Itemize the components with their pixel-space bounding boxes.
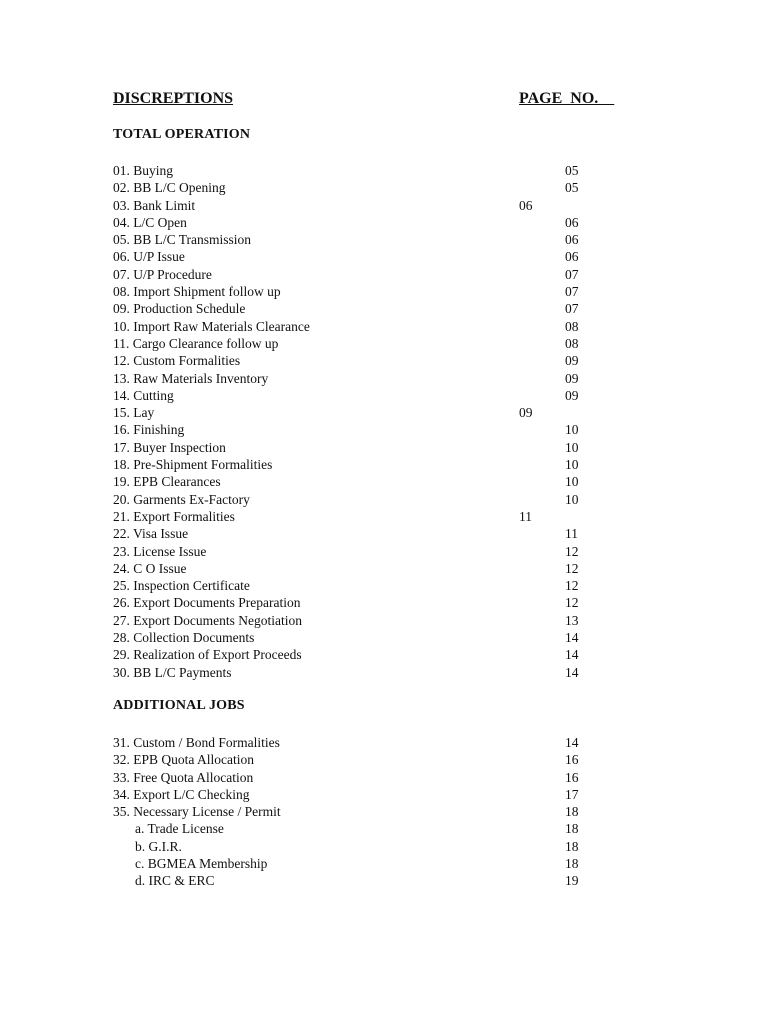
toc-item-label: 17. Buyer Inspection xyxy=(113,439,226,455)
toc-item-label: 07. U/P Procedure xyxy=(113,266,212,282)
toc-item-page: 14 xyxy=(565,664,579,680)
toc-row xyxy=(113,439,593,456)
toc-item-page: 06 xyxy=(565,214,579,230)
toc-item-page: 19 xyxy=(565,873,579,889)
toc-item-page: 12 xyxy=(565,560,579,576)
toc-item-page: 07 xyxy=(565,266,579,282)
toc-item-label: 18. Pre-Shipment Formalities xyxy=(113,457,273,473)
toc-item-label: 28. Collection Documents xyxy=(113,630,255,646)
toc-row xyxy=(113,162,593,179)
toc-row xyxy=(113,300,593,317)
toc-row xyxy=(113,197,593,214)
toc-sub-row xyxy=(113,838,593,855)
toc-item-page: 06 xyxy=(519,197,533,213)
toc-item-label: 33. Free Quota Allocation xyxy=(113,769,254,785)
toc-item-label: 34. Export L/C Checking xyxy=(113,786,250,802)
toc-row xyxy=(113,594,593,611)
toc-item-page: 14 xyxy=(565,630,579,646)
toc-item-label: 04. L/C Open xyxy=(113,214,187,230)
toc-item-label: 03. Bank Limit xyxy=(113,197,196,213)
toc-row xyxy=(113,525,593,542)
toc-item-page: 18 xyxy=(565,856,579,872)
toc-item-page: 05 xyxy=(565,180,579,196)
toc-item-page: 12 xyxy=(565,578,579,594)
toc-item-page: 10 xyxy=(565,474,579,490)
toc-item-label: 13. Raw Materials Inventory xyxy=(113,370,269,386)
toc-row xyxy=(113,352,593,369)
toc-item-label: 22. Visa Issue xyxy=(113,526,189,542)
toc-item-page: 14 xyxy=(565,735,579,750)
toc-item-page: 18 xyxy=(565,821,579,837)
toc-item-page: 10 xyxy=(565,491,579,507)
toc-item-label: 19. EPB Clearances xyxy=(113,474,221,490)
toc-row xyxy=(113,803,593,820)
toc-item-page: 10 xyxy=(565,422,579,438)
toc-item-page: 11 xyxy=(565,526,578,542)
toc-item-label: 29. Realization of Export Proceeds xyxy=(113,647,302,663)
toc-sub-row xyxy=(113,820,593,837)
toc-row xyxy=(113,543,593,560)
toc-item-page: 08 xyxy=(565,318,579,334)
toc-item-page: 09 xyxy=(519,405,533,421)
toc-item-page: 09 xyxy=(565,370,579,386)
toc-row xyxy=(113,231,593,248)
toc-item-label: 08. Import Shipment follow up xyxy=(113,284,281,300)
toc-item-page: 18 xyxy=(565,838,579,854)
toc-row xyxy=(113,646,593,663)
toc-row xyxy=(113,612,593,629)
toc-row xyxy=(113,370,593,387)
toc-item-label: 14. Cutting xyxy=(113,387,174,403)
toc-item-label: 12. Custom Formalities xyxy=(113,353,241,369)
toc-item-label: 01. Buying xyxy=(113,163,174,178)
toc-item-label: 09. Production Schedule xyxy=(113,301,246,317)
toc-row xyxy=(113,387,593,404)
toc-row xyxy=(113,335,593,352)
toc-row xyxy=(113,734,593,751)
toc-row xyxy=(113,266,593,283)
toc-row xyxy=(113,491,593,508)
toc-item-page: 16 xyxy=(565,752,579,768)
toc-row xyxy=(113,473,593,490)
section-title-total-operation: TOTAL OPERATION xyxy=(113,127,251,142)
toc-sub-row xyxy=(113,872,593,889)
toc-item-label: 21. Export Formalities xyxy=(113,508,235,524)
descriptions-heading: DISCREPTIONS xyxy=(113,90,234,107)
toc-row xyxy=(113,421,593,438)
toc-item-page: 16 xyxy=(565,769,579,785)
toc-row xyxy=(113,318,593,335)
toc-row xyxy=(113,508,593,525)
toc-sub-item-label: d. IRC & ERC xyxy=(135,873,215,889)
toc-item-label: 05. BB L/C Transmission xyxy=(113,232,252,248)
toc-item-page: 06 xyxy=(565,249,579,265)
toc-sub-row xyxy=(113,855,593,872)
toc-item-page: 05 xyxy=(565,163,579,178)
toc-row xyxy=(113,769,593,786)
toc-sub-item-label: a. Trade License xyxy=(135,821,224,837)
toc-item-label: 02. BB L/C Opening xyxy=(113,180,226,196)
toc-item-page: 11 xyxy=(519,508,532,524)
toc-item-label: 16. Finishing xyxy=(113,422,185,438)
toc-row xyxy=(113,404,593,421)
toc-item-page: 08 xyxy=(565,335,579,351)
toc-row xyxy=(113,456,593,473)
toc-item-page: 17 xyxy=(565,786,579,802)
toc-item-label: 31. Custom / Bond Formalities xyxy=(113,735,280,750)
page-no-heading: PAGE NO. xyxy=(519,90,615,107)
toc-row xyxy=(113,664,593,681)
toc-row xyxy=(113,214,593,231)
toc-item-page: 07 xyxy=(565,284,579,300)
toc-item-page: 09 xyxy=(565,353,579,369)
toc-item-page: 18 xyxy=(565,804,579,820)
toc-item-label: 24. C O Issue xyxy=(113,560,187,576)
toc-item-label: 06. U/P Issue xyxy=(113,249,185,265)
total-operation-list xyxy=(113,162,593,681)
toc-item-label: 32. EPB Quota Allocation xyxy=(113,752,254,768)
section-title-additional-jobs: ADDITIONAL JOBS xyxy=(113,698,245,713)
toc-row xyxy=(113,179,593,196)
toc-row xyxy=(113,577,593,594)
toc-item-page: 10 xyxy=(565,439,579,455)
toc-item-label: 35. Necessary License / Permit xyxy=(113,804,281,820)
toc-sub-item-label: b. G.I.R. xyxy=(135,838,182,854)
toc-row xyxy=(113,629,593,646)
toc-item-page: 09 xyxy=(565,387,579,403)
toc-row xyxy=(113,560,593,577)
toc-item-page: 06 xyxy=(565,232,579,248)
toc-item-page: 14 xyxy=(565,647,579,663)
toc-item-label: 27. Export Documents Negotiation xyxy=(113,612,302,628)
toc-item-label: 26. Export Documents Preparation xyxy=(113,595,301,611)
additional-jobs-list xyxy=(113,734,593,890)
toc-row xyxy=(113,751,593,768)
toc-item-label: 25. Inspection Certificate xyxy=(113,578,250,594)
toc-item-label: 15. Lay xyxy=(113,405,155,421)
toc-item-label: 20. Garments Ex-Factory xyxy=(113,491,250,507)
toc-sub-item-label: c. BGMEA Membership xyxy=(135,856,268,872)
toc-row xyxy=(113,248,593,265)
toc-item-label: 11. Cargo Clearance follow up xyxy=(113,335,279,351)
toc-item-page: 12 xyxy=(565,595,579,611)
toc-item-page: 13 xyxy=(565,612,579,628)
toc-item-label: 10. Import Raw Materials Clearance xyxy=(113,318,310,334)
toc-item-page: 07 xyxy=(565,301,579,317)
toc-item-label: 23. License Issue xyxy=(113,543,207,559)
toc-item-page: 12 xyxy=(565,543,579,559)
toc-item-page: 10 xyxy=(565,457,579,473)
toc-row xyxy=(113,283,593,300)
toc-item-label: 30. BB L/C Payments xyxy=(113,664,232,680)
toc-row xyxy=(113,786,593,803)
